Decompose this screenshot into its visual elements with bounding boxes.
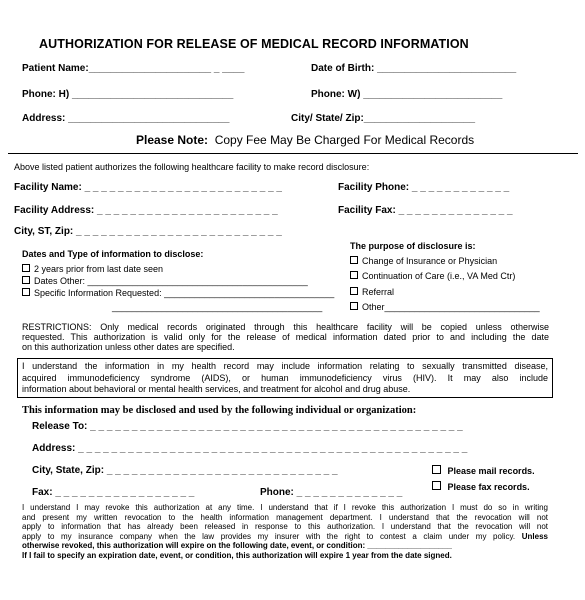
facility-name-label: Facility Name:	[14, 182, 82, 193]
facility-address-line: _ _ _ _ _ _ _ _ _ _ _ _ _ _ _ _ _ _ _ _ _ _	[97, 205, 278, 216]
revocation-line: apply to information that has already been released in response to this authorization. I understand that the revocation will not	[22, 522, 548, 532]
disclose-heading: This information may be disclosed and used by the following individual or organization:	[22, 405, 417, 416]
facility-city-line: _ _ _ _ _ _ _ _ _ _ _ _ _ _ _ _ _ _ _ _ _ _ _ _ _	[76, 226, 282, 237]
restrictions-line: on this authorization unless other dates are specified.	[22, 342, 235, 352]
revocation-line	[22, 532, 548, 542]
restrictions-line: requested. This authorization is valid only for the release of medical information dated prior to and including the date	[22, 332, 549, 342]
patient-address-line: _____________________________	[68, 113, 230, 124]
facility-name-field[interactable]	[14, 182, 282, 193]
release-to-label: Release To:	[32, 421, 88, 432]
dates-heading: Dates and Type of information to disclose:	[22, 249, 204, 259]
checkbox-icon[interactable]	[350, 256, 358, 264]
expiry-default: If I fail to specify an expiration date, event, or condition, this authorization will expire 1 year from the date signed.	[22, 550, 452, 560]
revocation-last-text: apply to my insurance company when the law provides my insurer with the right to contest a claim under my policy.	[22, 531, 516, 541]
revocation-line: and present my written revocation to the health information management department. I understand that the revocation will not	[22, 512, 548, 522]
facility-name-line: _ _ _ _ _ _ _ _ _ _ _ _ _ _ _ _ _ _ _ _ _ _ _ _	[84, 182, 282, 193]
fee-notice	[136, 133, 474, 147]
phone-home-field[interactable]	[22, 89, 233, 100]
phone-home-label: Phone: H)	[22, 89, 70, 100]
purpose-option-continuation[interactable]	[350, 271, 515, 281]
mail-records-option[interactable]	[432, 465, 535, 476]
dates-option-specific-label: Specific Information Requested: __________________________________	[34, 288, 335, 298]
purpose-option-referral[interactable]	[350, 287, 394, 297]
fax-records-label: Please fax records.	[447, 482, 530, 492]
recipient-city-line: _ _ _ _ _ _ _ _ _ _ _ _ _ _ _ _ _ _ _ _ _ _ _ _ _ _ _ _	[106, 465, 338, 476]
patient-address-label: Address:	[22, 113, 66, 124]
recipient-phone-line: _ _ _ _ _ _ _ _ _ _ _ _ _	[296, 487, 403, 498]
form-title: AUTHORIZATION FOR RELEASE OF MEDICAL RECORD INFORMATION	[39, 37, 469, 51]
checkbox-icon[interactable]	[350, 302, 358, 310]
facility-address-label: Facility Address:	[14, 205, 95, 216]
facility-phone-line: _ _ _ _ _ _ _ _ _ _ _ _	[411, 182, 510, 193]
facility-fax-label: Facility Fax:	[338, 205, 396, 216]
patient-city-field[interactable]	[291, 113, 475, 124]
facility-fax-field[interactable]	[338, 205, 513, 216]
phone-home-line: _____________________________	[72, 89, 234, 100]
sensitive-info-line: acquired immunodeficiency syndrome (AIDS), or human immunodeficiency virus (HIV). It may also include	[22, 372, 548, 383]
release-to-line: _ _ _ _ _ _ _ _ _ _ _ _ _ _ _ _ _ _ _ _ _ _ _ _ _ _ _ _ _ _ _ _ _ _ _ _ _ _ _ _ _ _ _ _ _	[90, 421, 463, 432]
intro-text: Above listed patient authorizes the following healthcare facility to make record disclosure:	[14, 162, 370, 172]
mail-records-label: Please mail records.	[447, 466, 535, 476]
patient-city-label: City/ State/ Zip:	[291, 113, 364, 124]
purpose-option-continuation-label: Continuation of Care (i.e., VA Med Ctr)	[362, 271, 516, 281]
dates-option-2-years-label: 2 years prior from last date seen	[34, 264, 164, 274]
sensitive-info-notice	[17, 358, 553, 398]
revocation-line: I understand I may revoke this authorization at any time. I understand that if I revoke this authorization I must do so in writing	[22, 503, 548, 512]
revocation-unless: Unless	[521, 531, 548, 541]
purpose-option-other[interactable]	[350, 302, 540, 312]
release-to-field[interactable]	[32, 421, 463, 432]
purpose-option-other-label: Other_______________________________	[362, 302, 540, 312]
patient-name-field[interactable]	[22, 63, 244, 74]
purpose-option-referral-label: Referral	[362, 287, 395, 297]
dates-extra-line[interactable]: __________________________________________	[112, 302, 323, 312]
phone-work-line: _________________________	[363, 89, 503, 100]
purpose-option-insurance-label: Change of Insurance or Physician	[362, 256, 498, 266]
dates-option-specific[interactable]	[22, 288, 334, 298]
recipient-fax-label: Fax:	[32, 487, 53, 498]
dob-field[interactable]	[311, 63, 516, 74]
dates-option-other-label: Dates Other: ____________________________________________	[34, 276, 308, 286]
dates-option-2-years[interactable]	[22, 264, 163, 274]
fee-notice-label: Please Note:	[136, 133, 209, 147]
facility-city-label: City, ST, Zip:	[14, 226, 74, 237]
restrictions-text	[22, 322, 549, 352]
dates-option-other[interactable]	[22, 276, 308, 286]
facility-fax-line: _ _ _ _ _ _ _ _ _ _ _ _ _ _	[398, 205, 513, 216]
facility-phone-label: Facility Phone:	[338, 182, 410, 193]
recipient-fax-field[interactable]	[32, 487, 194, 498]
recipient-phone-field[interactable]	[260, 487, 402, 498]
checkbox-icon[interactable]	[22, 264, 30, 272]
dob-label: Date of Birth:	[311, 63, 375, 74]
sensitive-info-line: information about behavioral or mental health services, and treatment for alcohol and drug abuse.	[22, 384, 411, 394]
recipient-city-field[interactable]	[32, 465, 338, 476]
facility-city-field[interactable]	[14, 226, 282, 237]
checkbox-icon[interactable]	[350, 271, 358, 279]
recipient-address-line: _ _ _ _ _ _ _ _ _ _ _ _ _ _ _ _ _ _ _ _ _ _ _ _ _ _ _ _ _ _ _ _ _ _ _ _ _ _ _ _ _ _ _ _ _ _ _	[78, 443, 468, 454]
checkbox-icon[interactable]	[432, 465, 441, 474]
checkbox-icon[interactable]	[22, 288, 30, 296]
expiry-line[interactable]: otherwise revoked, this authorization will expire on the following date, event, or condition: ___________________	[22, 541, 452, 551]
purpose-option-insurance[interactable]	[350, 256, 497, 266]
checkbox-icon[interactable]	[22, 276, 30, 284]
purpose-heading: The purpose of disclosure is:	[350, 241, 476, 251]
recipient-fax-line: _ _ _ _ _ _ _ _ _ _ _ _ _ _ _ _ _	[55, 487, 195, 498]
checkbox-icon[interactable]	[432, 481, 441, 490]
dob-line: _________________________	[377, 63, 517, 74]
section-divider	[8, 153, 578, 154]
patient-name-label: Patient Name:	[22, 63, 89, 74]
fee-notice-text: Copy Fee May Be Charged For Medical Records	[214, 133, 475, 147]
patient-name-line: ______________________ _ ____	[88, 63, 245, 74]
fax-records-option[interactable]	[432, 481, 530, 492]
revocation-text	[22, 503, 548, 561]
checkbox-icon[interactable]	[350, 287, 358, 295]
recipient-city-label: City, State, Zip:	[32, 465, 105, 476]
restrictions-line: RESTRICTIONS: Only medical records originated through this healthcare facility will be copied unless otherwise	[22, 322, 549, 332]
patient-city-line: ____________________	[363, 113, 476, 124]
recipient-phone-label: Phone:	[260, 487, 294, 498]
phone-work-label: Phone: W)	[311, 89, 361, 100]
sensitive-info-line: I understand the information in my health record may include information relating to sexually transmitted disease,	[22, 361, 548, 371]
patient-address-field[interactable]	[22, 113, 229, 124]
recipient-address-label: Address:	[32, 443, 76, 454]
recipient-address-field[interactable]	[32, 443, 467, 454]
facility-phone-field[interactable]	[338, 182, 509, 193]
facility-address-field[interactable]	[14, 205, 278, 216]
phone-work-field[interactable]	[311, 89, 502, 100]
